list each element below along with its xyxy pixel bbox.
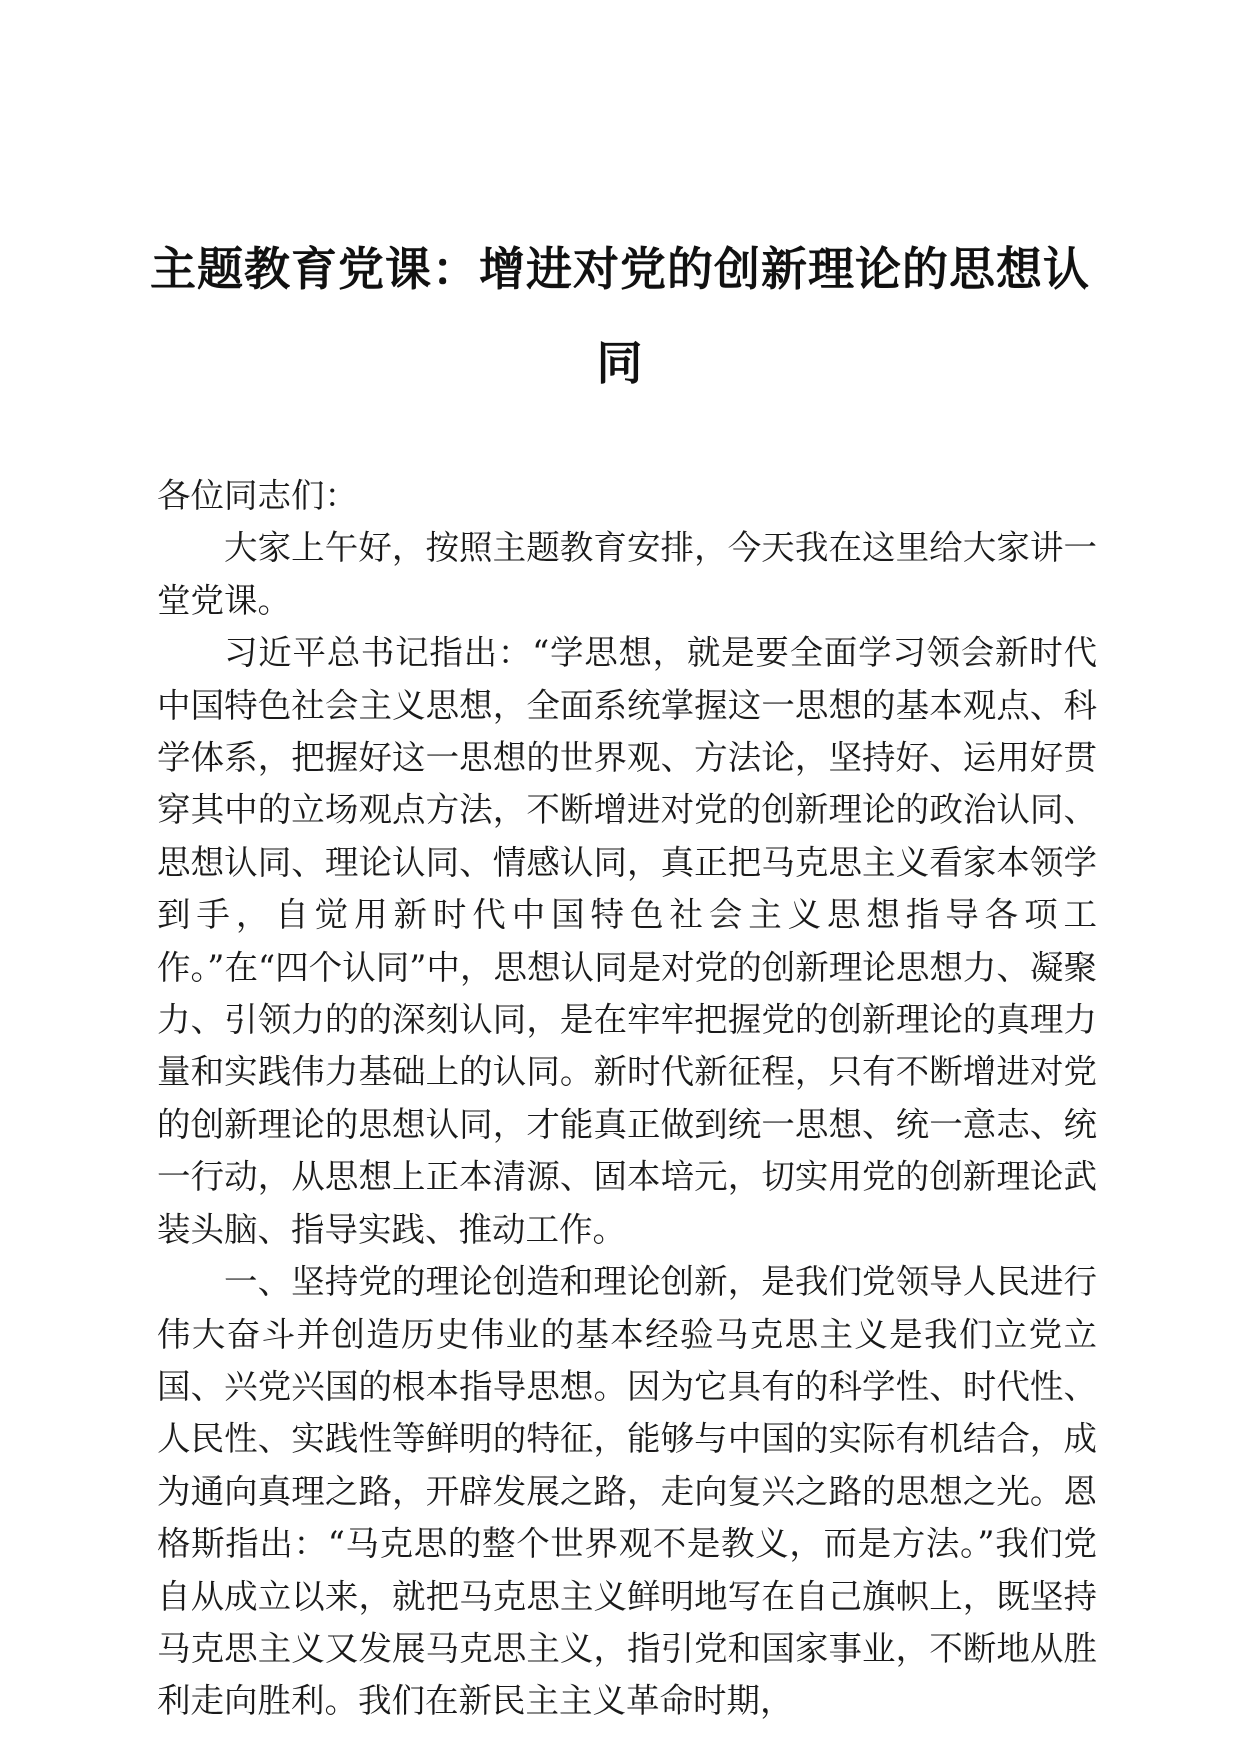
paragraph-quote: 习近平总书记指出：“学思想，就是要全面学习领会新时代中国特色社会主义思想，全面系统掌握这一思想的基本观点、科学体系，把握好这一思想的世界观、方法论，坚持好、运用好贯穿其中的立场观点方法，不断增进对党的创新理论的政治认同、思想认同、理论认同、情感认同，真正把马克思主义看家本领学到手，自觉用新时代中国特色社会主义思想指导各项工作。”在“四个认同”中，思想认同是对党的创新理论思想力、凝聚力、引领力的的深刻认同，是在牢牢把握党的创新理论的真理力量和实践伟力基础上的认同。新时代新征程，只有不断增进对党的创新理论的思想认同，才能真正做到统一思想、统一意志、统一行动，从思想上正本清源、固本培元，切实用党的创新理论武装头脑、指导实践、推动工作。 xyxy=(157,633,1097,1249)
document-body xyxy=(157,470,1097,1728)
paragraph-section-one: 一、坚持党的理论创造和理论创新，是我们党领导人民进行伟大奋斗并创造历史伟业的基本经验马克思主义是我们立党立国、兴党兴国的根本指导思想。因为它具有的科学性、时代性、人民性、实践性等鲜明的特征，能够与中国的实际有机结合，成为通向真理之路，开辟发展之路，走向复兴之路的思想之光。恩格斯指出：“马克思的整个世界观不是教义，而是方法。”我们党自从成立以来，就把马克思主义鲜明地写在自己旗帜上，既坚持马克思主义又发展马克思主义，指引党和国家事业，不断地从胜利走向胜利。我们在新民主主义革命时期， xyxy=(157,1262,1097,1721)
document-title: 主题教育党课：增进对党的创新理论的思想认同 xyxy=(150,242,1090,390)
salutation: 各位同志们： xyxy=(157,476,358,515)
paragraph-greeting: 大家上午好，按照主题教育安排，今天我在这里给大家讲一堂党课。 xyxy=(157,528,1097,620)
